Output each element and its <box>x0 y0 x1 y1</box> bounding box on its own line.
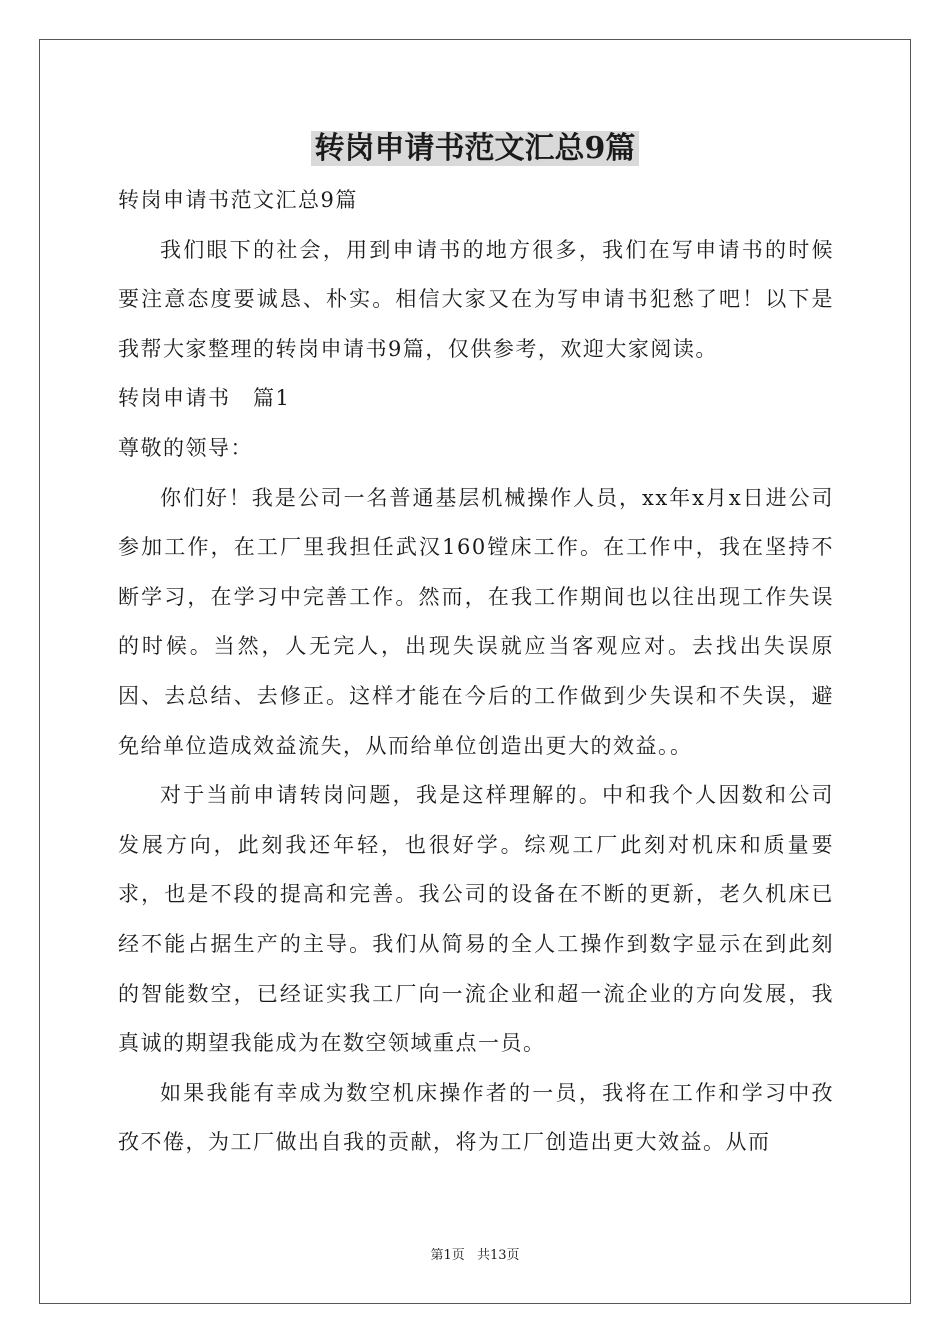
body-paragraph: 你们好！我是公司一名普通基层机械操作人员，xx年x月x日进公司参加工作，在工厂里我担任武汉160镗床工作。在工作中，我在坚持不断学习，在学习中完善工作。然而，在我工作期间也以往出现工作失误的时候。当然，人无完人，出现失误就应当客观应对。去找出失误原因、去总结、去修正。这样才能在今后的工作做到少失误和不失误，避免给单位造成效益流失，从而给单位创造出更大的效益。。 <box>118 485 834 758</box>
document-title <box>0 125 950 173</box>
section-heading: 转岗申请书 篇1 <box>118 386 291 411</box>
body-paragraph: 转岗申请书范文汇总9篇 <box>118 188 358 212</box>
body-paragraph: 如果我能有幸成为数空机床操作者的一员，我将在工作和学习中孜孜不倦，为工厂做出自我的贡献，将为工厂创造出更大效益。从而 <box>118 1080 834 1155</box>
salutation: 尊敬的领导： <box>118 435 253 460</box>
document-body <box>118 176 834 1168</box>
body-paragraph: 对于当前申请转岗问题，我是这样理解的。中和我个人因数和公司发展方向，此刻我还年轻，也很好学。综观工厂此刻对机床和质量要求，也是不段的提高和完善。我公司的设备在不断的更新，老久机床已经不能占据生产的主导。我们从简易的全人工操作到数字显示在到此刻的智能数空，已经证实我工厂向一流企业和超一流企业的方向发展，我真诚的期望我能成为在数空领域重点一员。 <box>118 783 834 1056</box>
body-paragraph: 我们眼下的社会，用到申请书的地方很多，我们在写申请书的时候要注意态度要诚恳、朴实。相信大家又在为写申请书犯愁了吧！以下是我帮大家整理的转岗申请书9篇，仅供参考，欢迎大家阅读。 <box>118 237 834 361</box>
page-number: 第1页 <box>430 1248 465 1263</box>
page-total: 共13页 <box>476 1248 520 1263</box>
document-title-text: 转岗申请书范文汇总9篇 <box>311 131 640 166</box>
page-footer <box>0 1247 950 1265</box>
